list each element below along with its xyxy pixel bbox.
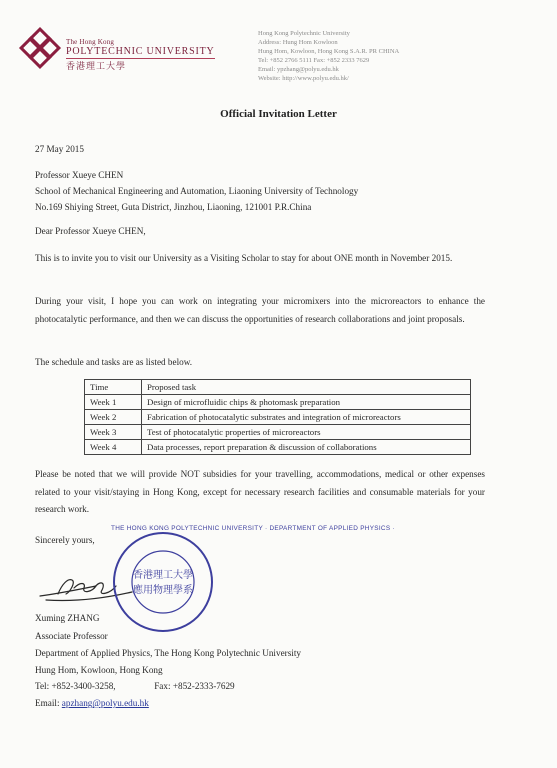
table-row	[85, 410, 471, 425]
stamp-ring-text: THE HONG KONG POLYTECHNIC UNIVERSITY · DEPARTMENT OF APPLIED PHYSICS ·	[111, 525, 395, 532]
recipient-name: Professor Xueye CHEN	[35, 170, 124, 180]
address-line: Hung Hom, Kowloon, Hong Kong S.A.R. PR CHINA	[258, 48, 400, 55]
table-header-row	[85, 380, 471, 395]
table-cell: Fabrication of photocatalytic substrates and integration of microreactors	[142, 410, 471, 425]
table-row	[85, 425, 471, 440]
email-link[interactable]: apzhang@polyu.edu.hk	[61, 698, 149, 708]
stamp-chinese-line1: 香港理工大學	[133, 570, 193, 581]
department-stamp	[111, 525, 395, 634]
paragraph-subsidies: Please be noted that we will provide NOT subsidies for your travelling, accommodations, medical or other expenses related to your visit/staying in Hong Kong, except for necessary research facilities and consumable materials for your research work.	[35, 469, 485, 514]
table-row	[85, 395, 471, 410]
recipient-school: School of Mechanical Engineering and Automation, Liaoning University of Technology	[35, 186, 359, 196]
table-row	[85, 440, 471, 455]
schedule-table	[84, 379, 471, 455]
signer-department: Department of Applied Physics, The Hong Kong Polytechnic University	[35, 648, 301, 658]
closing: Sincerely yours,	[35, 535, 95, 545]
salutation: Dear Professor Xueye CHEN,	[35, 226, 146, 236]
recipient-address: No.169 Shiying Street, Guta District, Jinzhou, Liaoning, 121001 P.R.China	[35, 202, 312, 212]
paragraph-purpose: During your visit, I hope you can work on integrating your micromixers into the microreactors to enhance the photocatalytic performance, and then we can discuss the opportunities of research collaborations and joint proposals.	[35, 296, 485, 324]
address-line: Email: ypzhang@polyu.edu.hk	[258, 66, 339, 73]
letter-title: Official Invitation Letter	[220, 108, 337, 120]
table-cell: Data processes, report preparation & discussion of collaborations	[142, 440, 471, 455]
signer-tel: Tel: +852-3400-3258,	[35, 681, 116, 691]
paragraph-invitation: This is to invite you to visit our University as a Visiting Scholar to stay for about ONE month in November 2015.	[35, 253, 453, 263]
address-line: Hong Kong Polytechnic University	[258, 30, 350, 37]
signer-fax: Fax: +852-2333-7629	[154, 681, 235, 691]
letter-date: 27 May 2015	[35, 144, 84, 154]
column-header: Time	[85, 380, 142, 395]
signer-position: Associate Professor	[35, 631, 108, 641]
address-line: Address: Hung Hom Kowloon	[258, 39, 338, 46]
column-header: Proposed task	[142, 380, 471, 395]
table-cell: Design of microfluidic chips & photomask preparation	[142, 395, 471, 410]
table-cell: Test of photocatalytic properties of microreactors	[142, 425, 471, 440]
stamp-chinese-line2: 應用物理學系	[133, 585, 193, 596]
table-cell: Week 2	[85, 410, 142, 425]
address-line: Website: http://www.polyu.edu.hk/	[258, 75, 349, 82]
signer-email-line	[35, 694, 149, 713]
letterhead-address	[258, 29, 538, 83]
schedule-intro: The schedule and tasks are as listed below.	[35, 357, 193, 367]
signer-location: Hung Hom, Kowloon, Hong Kong	[35, 665, 163, 675]
table-cell: Week 4	[85, 440, 142, 455]
university-name-chinese: 香港理工大學	[66, 61, 127, 71]
table-cell: Week 3	[85, 425, 142, 440]
address-line: Tel: +852 2766 5111 Fax: +852 2333 7629	[258, 57, 370, 64]
email-label: Email:	[35, 698, 62, 708]
university-logo-icon	[22, 30, 58, 66]
table-cell: Week 1	[85, 395, 142, 410]
university-name-small: The Hong Kong	[66, 38, 115, 46]
signer-name: Xuming ZHANG	[35, 613, 100, 623]
university-name: POLYTECHNIC UNIVERSITY	[66, 46, 215, 57]
